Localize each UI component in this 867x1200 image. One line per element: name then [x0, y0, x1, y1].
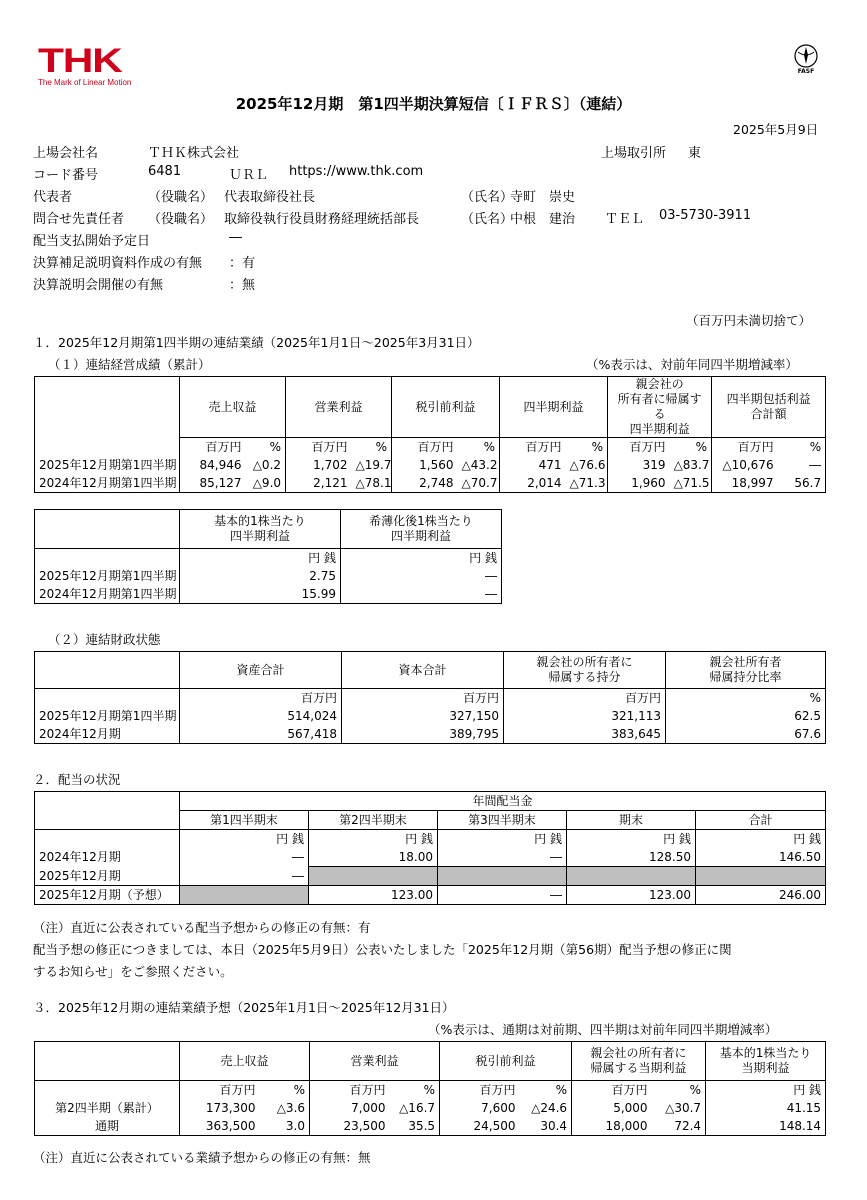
table-row: [35, 1117, 826, 1136]
cell: ―: [341, 585, 502, 604]
fasf-label: FASF: [797, 68, 815, 74]
url-label: ＵＲＬ: [229, 168, 269, 183]
row-label: 第2四半期（累計）: [35, 1099, 180, 1117]
unit: 円 銭: [180, 830, 309, 849]
unit: 百万円: [440, 1081, 520, 1100]
unit: 円 銭: [567, 830, 696, 849]
cell: 62.5: [666, 707, 826, 725]
unit: 円 銭: [706, 1081, 826, 1100]
fasf-icon: [790, 42, 822, 74]
cell: △71.3: [566, 474, 608, 493]
company-label: 上場会社名: [33, 146, 99, 161]
dividends-table: [34, 791, 826, 905]
pct-unit: %: [778, 438, 826, 457]
cell: △3.6: [260, 1099, 310, 1117]
cell: △9.0: [246, 474, 286, 493]
unit: 円 銭: [438, 830, 567, 849]
cell: ―: [438, 886, 567, 905]
url-link[interactable]: https://www.thk.com: [289, 164, 424, 179]
cell-shaded: [180, 886, 309, 905]
briefing-value: ：無: [229, 278, 256, 293]
cell: 3.0: [260, 1117, 310, 1136]
pct-unit: %: [652, 1081, 706, 1100]
cell-shaded: [696, 867, 826, 886]
fin-header-0: 資産合計: [180, 652, 342, 689]
row-label: 2024年12月期: [35, 848, 180, 867]
div-header-2: 第3四半期末: [438, 811, 567, 830]
rounding-note: （百万円未満切捨て）: [686, 313, 812, 328]
cell: 35.5: [390, 1117, 440, 1136]
results-header-1: 営業利益: [286, 377, 392, 438]
code-label: コード番号: [33, 168, 99, 183]
cell: 2,121: [286, 474, 352, 493]
div-group-header: 年間配当金: [180, 792, 826, 811]
unit: 百万円: [342, 689, 504, 708]
unit: 百万円: [310, 1081, 390, 1100]
cell: 246.00: [696, 886, 826, 905]
cell: 327,150: [342, 707, 504, 725]
section1-2-title: （２）連結財政状態: [48, 632, 161, 647]
cell: 23,500: [310, 1117, 390, 1136]
section2-title: ２．配当の状況: [33, 772, 121, 787]
code-value: 6481: [148, 164, 182, 179]
cell: △24.6: [520, 1099, 572, 1117]
results-header-5: 四半期包括利益 合計額: [712, 377, 826, 438]
tel-value: 03-5730-3911: [659, 208, 752, 223]
eps-table: [34, 509, 502, 604]
fc-header-4: 基本的1株当たり 当期利益: [706, 1042, 826, 1081]
cell: △30.7: [652, 1099, 706, 1117]
unit: 百万円: [504, 689, 666, 708]
cell: ―: [341, 567, 502, 585]
forecast-note: （注）直近に公表されている業績予想からの修正の有無：無: [33, 1150, 371, 1165]
cell: △0.2: [246, 456, 286, 474]
section1-1-note: （%表示は、対前年同四半期増減率）: [586, 357, 798, 372]
table-row: [35, 867, 826, 886]
rep-name-label: （氏名）: [461, 190, 514, 205]
pct-unit: %: [260, 1081, 310, 1100]
cell: ―: [180, 867, 309, 886]
unit: 百万円: [608, 438, 670, 457]
section1-title: １．2025年12月期第1四半期の連結業績（2025年1月1日～2025年3月31日）: [33, 335, 480, 350]
page-title: 2025年12月期 第1四半期決算短信〔ＩＦＲＳ〕（連結）: [235, 95, 632, 113]
results-header-3: 四半期利益: [500, 377, 608, 438]
cell: 85,127: [180, 474, 246, 493]
unit: 円 銭: [341, 549, 502, 568]
cell: 72.4: [652, 1117, 706, 1136]
cell: 7,000: [310, 1099, 390, 1117]
cell: 24,500: [440, 1117, 520, 1136]
report-date: 2025年5月9日: [733, 122, 819, 137]
cell: 15.99: [180, 585, 341, 604]
rep-name: 寺町 崇史: [510, 190, 576, 205]
pct-unit: %: [670, 438, 712, 457]
cell: 41.15: [706, 1099, 826, 1117]
div-header-4: 合計: [696, 811, 826, 830]
unit: 円 銭: [696, 830, 826, 849]
cell: 18,997: [712, 474, 778, 493]
cell: 30.4: [520, 1117, 572, 1136]
results-header-2: 税引前利益: [392, 377, 500, 438]
row-label: 2025年12月期（予想）: [35, 886, 180, 905]
div-start-label: 配当支払開始予定日: [33, 234, 151, 249]
contact-title-label: （役職名）: [148, 212, 214, 227]
financial-table: [34, 651, 826, 744]
div-note-1: （注）直近に公表されている配当予想からの修正の有無：有: [33, 920, 371, 935]
table-row: [35, 474, 826, 493]
fc-header-0: 売上収益: [180, 1042, 310, 1081]
table-row: [35, 567, 502, 585]
unit: 百万円: [392, 438, 458, 457]
contact-label: 問合せ先責任者: [33, 212, 125, 227]
company-name: ＴＨＫ株式会社: [148, 146, 240, 161]
eps-header-1: 希薄化後1株当たり 四半期利益: [341, 510, 502, 549]
cell: 67.6: [666, 725, 826, 744]
cell: 146.50: [696, 848, 826, 867]
cell: 383,645: [504, 725, 666, 744]
div-header-1: 第2四半期末: [309, 811, 438, 830]
cell: 2,748: [392, 474, 458, 493]
cell: 7,600: [440, 1099, 520, 1117]
thk-logo: [38, 44, 134, 88]
section1-1-title: （１）連結経営成績（累計）: [48, 357, 211, 372]
unit: 百万円: [572, 1081, 652, 1100]
unit: 百万円: [712, 438, 778, 457]
cell: 18,000: [572, 1117, 652, 1136]
pct-unit: %: [352, 438, 392, 457]
cell: ―: [438, 848, 567, 867]
row-label: 2024年12月期第1四半期: [35, 474, 180, 493]
table-row: [35, 886, 826, 905]
table-row: [35, 848, 826, 867]
briefing-label: 決算説明会開催の有無: [33, 278, 164, 293]
exchange-value: 東: [688, 146, 702, 161]
pct-unit: %: [458, 438, 500, 457]
cell: 5,000: [572, 1099, 652, 1117]
cell: 1,702: [286, 456, 352, 474]
cell: △43.2: [458, 456, 500, 474]
logo-mark: THK: [38, 42, 122, 80]
table-row: [35, 456, 826, 474]
supp-value: ：有: [229, 256, 256, 271]
cell: 363,500: [180, 1117, 260, 1136]
cell: △19.7: [352, 456, 392, 474]
cell: △70.7: [458, 474, 500, 493]
cell: △16.7: [390, 1099, 440, 1117]
section3-note: （%表示は、通期は対前期、四半期は対前年同四半期増減率）: [428, 1022, 778, 1037]
fc-header-3: 親会社の所有者に 帰属する当期利益: [572, 1042, 706, 1081]
fc-header-2: 税引前利益: [440, 1042, 572, 1081]
div-header-3: 期末: [567, 811, 696, 830]
unit: 百万円: [180, 438, 246, 457]
results-header-0: 売上収益: [180, 377, 286, 438]
cell: 84,946: [180, 456, 246, 474]
cell: 319: [608, 456, 670, 474]
contact-title: 取締役執行役員財務経理統括部長: [224, 212, 420, 227]
cell: 321,113: [504, 707, 666, 725]
cell: 514,024: [180, 707, 342, 725]
cell: 18.00: [309, 848, 438, 867]
results-header-4: 親会社の 所有者に帰属する 四半期利益: [608, 377, 712, 438]
div-header-0: 第1四半期末: [180, 811, 309, 830]
fin-header-1: 資本合計: [342, 652, 504, 689]
fin-header-3: 親会社所有者 帰属持分比率: [666, 652, 826, 689]
contact-name: 中根 建治: [510, 212, 576, 227]
fc-header-1: 営業利益: [310, 1042, 440, 1081]
cell: 471: [500, 456, 566, 474]
unit: 円 銭: [180, 549, 341, 568]
cell: △78.1: [352, 474, 392, 493]
table-row: [35, 1099, 826, 1117]
div-note-2a: 配当予想の修正につきましては、本日（2025年5月9日）公表いたしました「2025年12月期（第56期）配当予想の修正に関: [33, 942, 732, 957]
row-label: 通期: [35, 1117, 180, 1136]
row-label: 2025年12月期第1四半期: [35, 456, 180, 474]
cell: 1,560: [392, 456, 458, 474]
table-row: [35, 707, 826, 725]
cell: 2,014: [500, 474, 566, 493]
section3-title: ３．2025年12月期の連結業績予想（2025年1月1日～2025年12月31日）: [33, 1000, 455, 1015]
pct-unit: %: [520, 1081, 572, 1100]
contact-name-label: （氏名）: [461, 212, 514, 227]
results-table: [34, 376, 826, 493]
cell-shaded: [309, 867, 438, 886]
cell: 1,960: [608, 474, 670, 493]
supp-label: 決算補足説明資料作成の有無: [33, 256, 203, 271]
cell: 2.75: [180, 567, 341, 585]
cell: ―: [778, 456, 826, 474]
cell: △76.6: [566, 456, 608, 474]
row-label: 2025年12月期第1四半期: [35, 707, 180, 725]
cell: △71.5: [670, 474, 712, 493]
results-corner: [35, 377, 180, 438]
table-row: [35, 725, 826, 744]
unit: 百万円: [180, 689, 342, 708]
cell: △83.7: [670, 456, 712, 474]
unit: 円 銭: [309, 830, 438, 849]
cell: 128.50: [567, 848, 696, 867]
unit: %: [666, 689, 826, 708]
unit: 百万円: [180, 1081, 260, 1100]
pct-unit: %: [390, 1081, 440, 1100]
cell: 56.7: [778, 474, 826, 493]
row-label: 2025年12月期: [35, 867, 180, 886]
tel-label: ＴＥＬ: [605, 212, 645, 227]
cell: 123.00: [309, 886, 438, 905]
pct-unit: %: [566, 438, 608, 457]
logo-tagline: The Mark of Linear Motion: [38, 78, 132, 87]
rep-title-label: （役職名）: [148, 190, 214, 205]
cell: 148.14: [706, 1117, 826, 1136]
cell: 389,795: [342, 725, 504, 744]
cell: △10,676: [712, 456, 778, 474]
unit: 百万円: [500, 438, 566, 457]
fin-header-2: 親会社の所有者に 帰属する持分: [504, 652, 666, 689]
row-label: 2025年12月期第1四半期: [35, 567, 180, 585]
forecast-table: [34, 1041, 826, 1136]
table-row: [35, 585, 502, 604]
row-label: 2024年12月期第1四半期: [35, 585, 180, 604]
rep-title: 代表取締役社長: [224, 190, 316, 205]
exchange-label: 上場取引所: [601, 146, 667, 161]
rep-label: 代表者: [33, 190, 73, 205]
cell-shaded: [438, 867, 567, 886]
unit: 百万円: [286, 438, 352, 457]
cell-shaded: [567, 867, 696, 886]
eps-header-0: 基本的1株当たり 四半期利益: [180, 510, 341, 549]
cell: 123.00: [567, 886, 696, 905]
div-note-2b: するお知らせ」をご参照ください。: [33, 964, 233, 979]
div-start-value: ―: [229, 230, 242, 245]
cell: ―: [180, 848, 309, 867]
row-label: 2024年12月期: [35, 725, 180, 744]
cell: 173,300: [180, 1099, 260, 1117]
cell: 567,418: [180, 725, 342, 744]
pct-unit: %: [246, 438, 286, 457]
